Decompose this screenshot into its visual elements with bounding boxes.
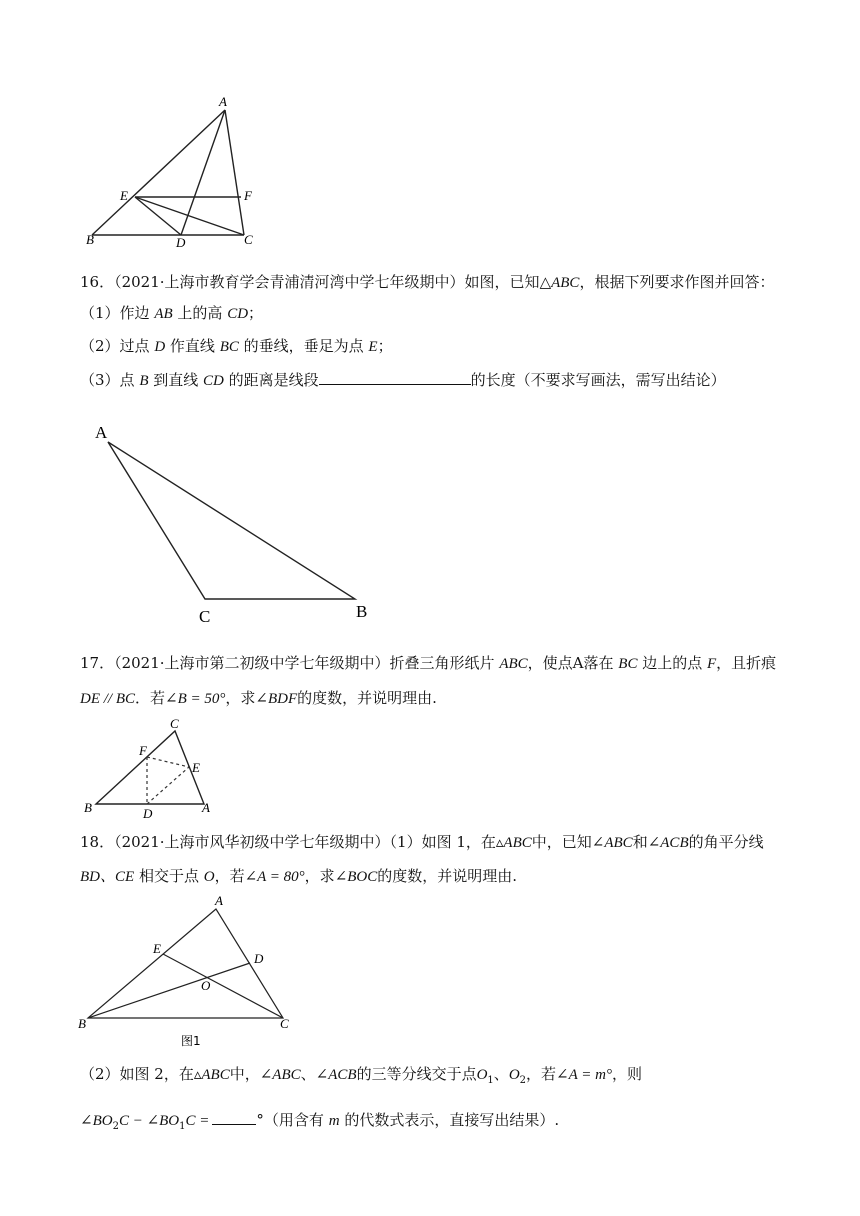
q17-label-c: C xyxy=(170,716,179,731)
q17-label-b: B xyxy=(84,800,92,815)
label-f: F xyxy=(244,188,252,203)
q18-answer-blank[interactable] xyxy=(212,1110,256,1125)
q18-part2-line2: $\angle BO_2C$ − $\angle BO_1C$ = °（用含有 m 的代数式表示，直接写出结果）. xyxy=(80,1111,560,1132)
q18-label-a: A xyxy=(215,893,223,908)
q16-part3: （3）点 B 到直线 CD 的距离是线段 的长度（不要求写画法，需写出结论） xyxy=(80,371,726,389)
q18-label-e: E xyxy=(153,941,161,956)
q18-stem: 18．（2021·上海市风华初级中学七年级期中）（1）如图 1，在▵ABC中，已知∠ABC和∠ACB的角平分线 xyxy=(80,833,764,851)
q18-number: 18． xyxy=(80,833,115,851)
label-a: A xyxy=(219,94,227,109)
label-e: E xyxy=(120,188,128,203)
q18-label-d: D xyxy=(254,951,264,966)
label-d: D xyxy=(176,235,186,250)
q16-part1: （1）作边 AB 上的高 CD； xyxy=(80,304,264,322)
q18-figure-caption: 图1 xyxy=(181,1034,201,1048)
q17-label-e: E xyxy=(192,760,200,775)
label-b: B xyxy=(86,232,94,247)
q16-stem: 16．（2021·上海市教育学会青浦清河湾中学七年级期中）如图，已知△ABC，根据下列要求作图并回答： xyxy=(80,273,775,291)
q18-label-c: C xyxy=(280,1016,289,1031)
q18-source: （2021·上海市风华初级中学七年级期中） xyxy=(114,833,390,851)
q17-line2: DE // BC．若∠B = 50°，求∠BDF的度数，并说明理由. xyxy=(80,689,437,707)
label-c: C xyxy=(244,232,253,247)
q16-label-a: A xyxy=(95,423,108,442)
q18-line2: BD、CE 相交于点 O，若∠A = 80°，求∠BOC的度数，并说明理由. xyxy=(80,867,518,885)
q17-label-a: A xyxy=(202,800,210,815)
q17-label-f: F xyxy=(139,743,147,758)
q17-label-d: D xyxy=(143,806,153,821)
q16-label-b: B xyxy=(356,602,368,621)
q17-source: （2021·上海市第二初级中学七年级期中） xyxy=(114,654,390,672)
q18-label-b: B xyxy=(78,1016,86,1031)
q16-part2: （2）过点 D 作直线 BC 的垂线，垂足为点 E； xyxy=(80,337,393,355)
q18-part2: （2）如图 2，在▵ABC中，∠ABC、∠ACB的三等分线交于点$O_1$、$O_2$，若∠A = m°，则 xyxy=(80,1065,642,1086)
q16-label-c: C xyxy=(199,607,211,626)
q16-triangle: △ABC xyxy=(539,275,580,291)
q18-label-o: O xyxy=(201,978,211,993)
q16-source: （2021·上海市教育学会青浦清河湾中学七年级期中） xyxy=(114,273,465,291)
q17-stem: 17．（2021·上海市第二初级中学七年级期中）折叠三角形纸片 ABC，使点A落在 BC 边上的点 F，且折痕 xyxy=(80,654,777,672)
q17-number: 17． xyxy=(80,654,115,672)
q16-number: 16． xyxy=(80,273,115,291)
